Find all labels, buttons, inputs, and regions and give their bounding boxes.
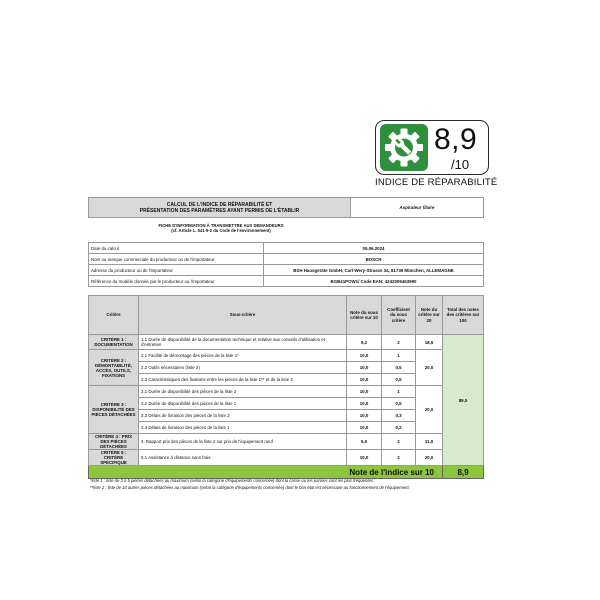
criterion-2: CRITÈRE 2 : DÉMONTABILITÉ, ACCÈS, OUTILS, FIXATIONS: [89, 350, 139, 386]
criterion-score: 20,0: [416, 350, 443, 386]
sub-note: 10,0: [347, 374, 382, 386]
sub-note: 5,5: [347, 434, 382, 450]
sub-note: 10,0: [347, 422, 382, 434]
table-row: [89, 335, 484, 350]
sub-note: 10,0: [347, 350, 382, 362]
sub-note: 10,0: [347, 398, 382, 410]
fiche-line-2: (cf. Article L. 541-9-2 du Code de l'environnement): [171, 228, 271, 233]
sub-coef: 2: [382, 450, 416, 466]
sub-criterion: 2.3 Caractéristiques des fixations entre les pièces de la liste 1** et de la liste 2: [139, 374, 347, 386]
info-row: [89, 254, 484, 265]
total-score: 89,5: [443, 335, 484, 466]
final-score-label: Note de l'indice sur 10: [89, 466, 443, 479]
logo-caption: INDICE DE RÉPARABILITÉ: [375, 177, 498, 188]
criterion-4: CRITÈRE 4 : PRIX DES PIÈCES DÉTACHÉES: [89, 434, 139, 450]
sub-criterion: 3.2 Durée de disponibilité des pièces de la liste 1: [139, 398, 347, 410]
criterion-3: CRITÈRE 3 : DISPONIBILITÉ DES PIÈCES DÉTACHÉES: [89, 386, 139, 434]
logo-denominator: /10: [451, 157, 470, 172]
sub-criterion: 2.2 Outils nécessaires (liste 2): [139, 362, 347, 374]
sub-coef: 0,5: [382, 362, 416, 374]
sub-coef: 0,5: [382, 398, 416, 410]
info-row: [89, 276, 484, 287]
fiche-spacer: [354, 219, 491, 237]
info-label: Adresse du producteur ou de l'importateur: [89, 265, 264, 276]
criterion-score: 18,5: [416, 335, 443, 350]
title-line-1: CALCUL DE L'INDICE DE RÉPARABILITÉ ET: [166, 201, 273, 208]
info-value: 05.06.2024: [264, 243, 484, 254]
info-label: Date du calcul: [89, 243, 264, 254]
sub-note: 9,2: [347, 335, 382, 350]
header-note: Note du sous critère sur 10: [347, 296, 382, 335]
table-row: [89, 386, 484, 398]
sub-criterion: 4. Rapport prix des pièces de la liste 2 sur prix de l'équipement neuf: [139, 434, 347, 450]
header-total: Total des notes des critères sur 100: [443, 296, 484, 335]
sub-coef: 2: [382, 335, 416, 350]
criterion-5: CRITÈRE 5 : CRITÈRE SPÉCIFIQUE: [89, 450, 139, 466]
repairability-logo: [375, 120, 498, 192]
table-row: [89, 350, 484, 362]
final-score-value: 8,9: [443, 466, 484, 479]
footnote-2: **liste 2 : liste de 10 autres pièces détachées au maximum (selon la catégorie d'équipements concernée) dont le bon état est nécessaire au fonctionnement de l'équipement.: [90, 485, 410, 490]
sub-note: 10,0: [347, 410, 382, 422]
header-coef: Coefficient du sous critère: [382, 296, 416, 335]
logo-score: 8,9: [434, 123, 478, 156]
sub-criterion: 5.1 Assistance à distance sans frais: [139, 450, 347, 466]
footnotes: [90, 477, 490, 491]
sub-criterion: 3.4 Délais de livraison des pièces de la liste 1: [139, 422, 347, 434]
fiche-heading: [88, 219, 491, 237]
sub-coef: 0,2: [382, 422, 416, 434]
info-value: BOSCH: [264, 254, 484, 265]
info-row: [89, 265, 484, 276]
sub-note: 10,0: [347, 450, 382, 466]
sub-coef: 0,5: [382, 374, 416, 386]
table-row: [89, 434, 484, 450]
info-row: [89, 243, 484, 254]
criterion-1: CRITÈRE 1 : DOCUMENTATION: [89, 335, 139, 350]
info-value: BSH Hausgeräte GmbH, Carl-Wery-Strasse 34, 81739 München, ALLEMAGNE: [264, 265, 484, 276]
product-type: Aspirateur filaire: [351, 198, 484, 218]
sub-criterion: 3.1 Durée de disponibilité des pièces de la liste 2: [139, 386, 347, 398]
criterion-score: 11,0: [416, 434, 443, 450]
sub-coef: 1: [382, 350, 416, 362]
fiche-text: [88, 219, 354, 237]
score-table: [88, 295, 484, 479]
footnote-1: *liste 1 : liste de 3 à 5 pièces détachées au maximum (selon la catégorie d'équipements concernée) dont la casse ou les pannes sont les plus fréquentes ;: [90, 478, 376, 483]
score-header-row: [89, 296, 484, 335]
sub-coef: 0,3: [382, 410, 416, 422]
sub-criterion: 2.1 Facilité de démontage des pièces de la liste 1*: [139, 350, 347, 362]
sub-criterion: 3.3 Délais de livraison des pièces de la liste 2: [139, 410, 347, 422]
criterion-score: 20,0: [416, 386, 443, 434]
info-label: Référence du modèle donnée par le producteur ou l'importateur: [89, 276, 264, 287]
sub-note: 10,0: [347, 386, 382, 398]
sub-note: 10,0: [347, 362, 382, 374]
criterion-score: 20,0: [416, 450, 443, 466]
header-sous-critere: Sous-critère: [139, 296, 347, 335]
table-row: [89, 450, 484, 466]
sub-criterion: 1.1 Durée de disponibilité de la documentation technique et relative aux conseils d'utilisation et d'entretien: [139, 335, 347, 350]
sub-coef: 1: [382, 386, 416, 398]
sub-coef: 2: [382, 434, 416, 450]
info-label: Nom ou marque commerciale du producteur ou de l'importateur: [89, 254, 264, 265]
info-table: [88, 242, 484, 287]
repair-gear-icon: [380, 124, 428, 171]
title-line-2: PRÉSENTATION DES PARAMÈTRES AYANT PERMIS DE L'ÉTABLIR: [139, 207, 300, 214]
fiche-line-1: FICHE D'INFORMATION À TRANSMETTRE AUX DEMANDEURS: [158, 222, 284, 228]
info-value: BGB41POW1/ Code EAN: 4242005463990: [264, 276, 484, 287]
header-note20: Note du critère sur 20: [416, 296, 443, 335]
header-table: [88, 197, 484, 218]
document-title: [89, 198, 351, 218]
header-critere: Critère: [89, 296, 139, 335]
logo-frame: [375, 120, 489, 175]
